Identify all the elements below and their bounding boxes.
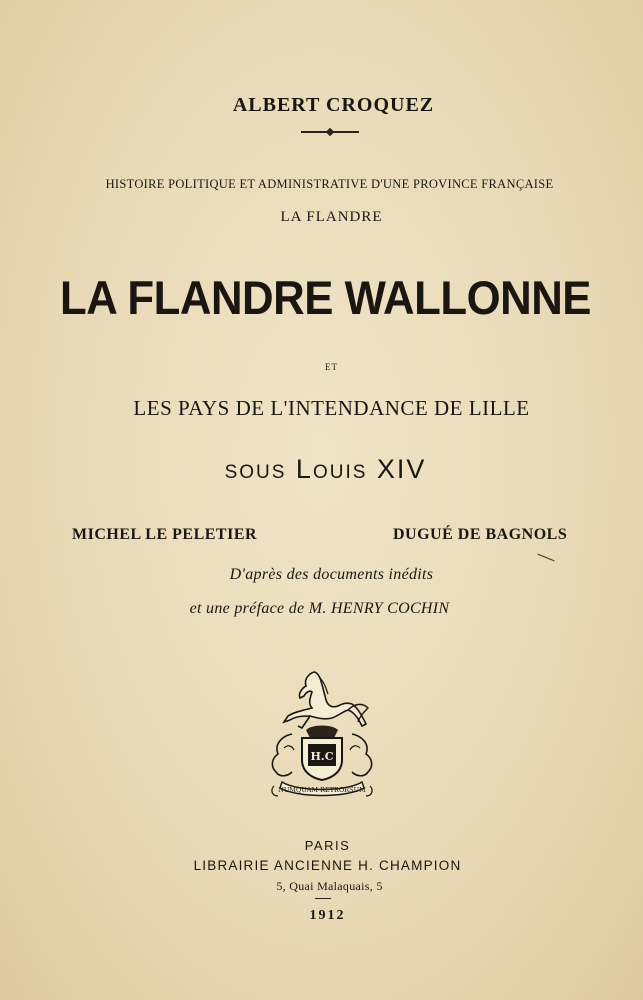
intendant-left: MICHEL LE PELETIER [72, 526, 258, 543]
motto: NUMQUAM RETRORSUM [278, 786, 366, 794]
ornamental-rule [301, 131, 359, 133]
imprint-rule [315, 898, 331, 899]
imprint-publisher: LIBRAIRIE ANCIENNE H. CHAMPION [193, 858, 462, 873]
author-name: ALBERT CROQUEZ [232, 94, 435, 116]
intendant-right: DUGUÉ DE BAGNOLS [393, 526, 568, 543]
main-title: LA FLANDRE WALLONNE [59, 271, 592, 324]
series-subtitle: LA FLANDRE [280, 209, 383, 225]
sources-line: D'après des documents inédits [229, 566, 434, 583]
reign-line: sous Louis XIV [224, 454, 427, 484]
pencil-mark [537, 554, 554, 562]
printers-mark-horse-icon [262, 668, 382, 803]
imprint-year: 1912 [309, 908, 346, 923]
series-title: HISTOIRE POLITIQUE ET ADMINISTRATIVE D'UNE PROVINCE FRANÇAISE [105, 177, 554, 191]
monogram: H.C [310, 750, 334, 763]
imprint-city: PARIS [304, 838, 351, 853]
conjunction: ET [325, 362, 338, 372]
preface-line: et une préface de M. HENRY COCHIN [189, 600, 450, 617]
subtitle: LES PAYS DE L'INTENDANCE DE LILLE [133, 396, 530, 420]
imprint-address: 5, Quai Malaquais, 5 [276, 879, 383, 893]
